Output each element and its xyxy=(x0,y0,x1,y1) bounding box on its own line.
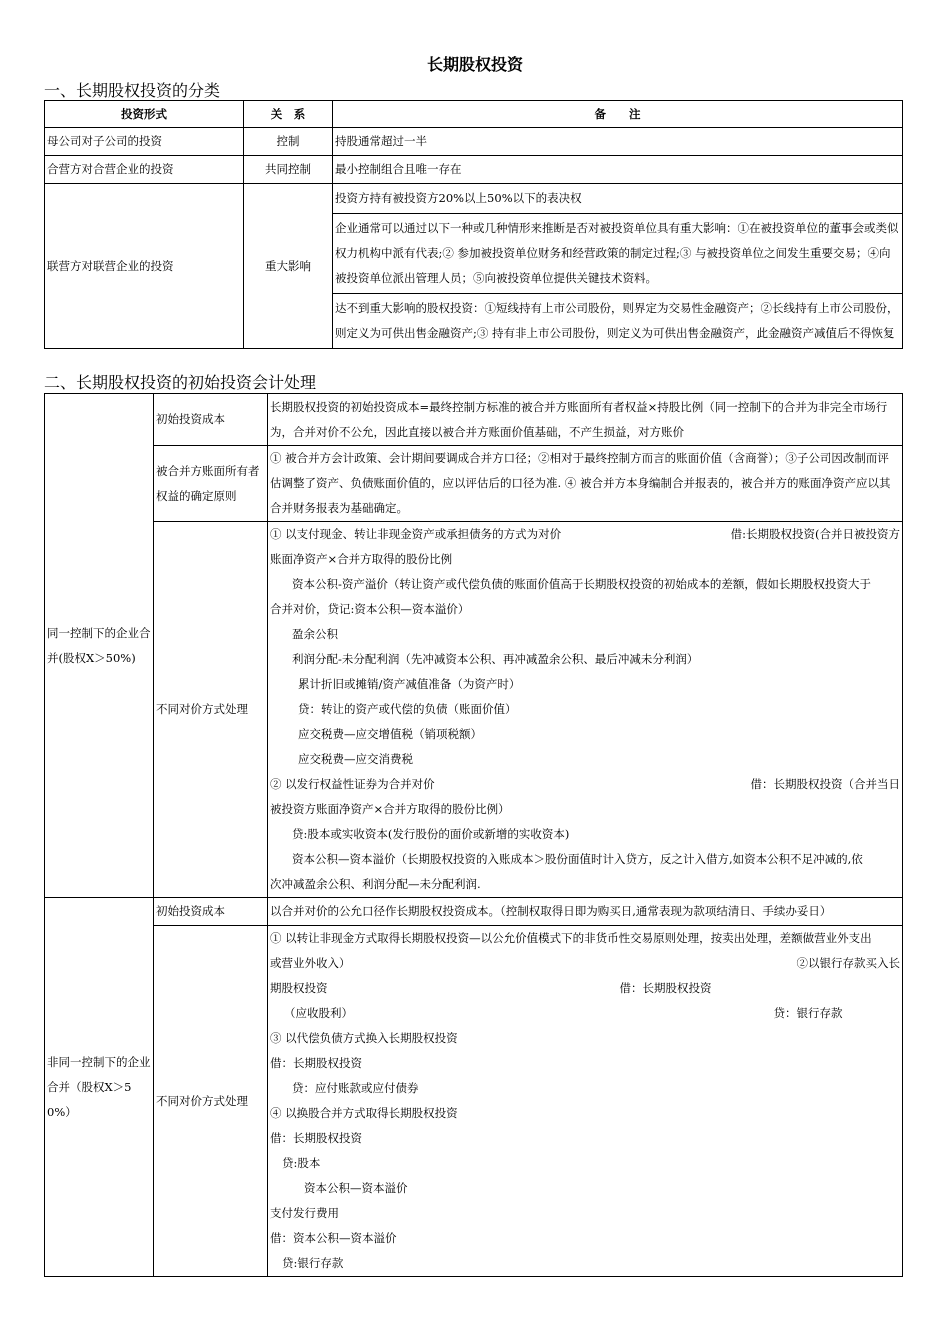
document-title: 长期股权投资 xyxy=(426,55,523,74)
entry-line: 贷:银行存款 xyxy=(282,1256,344,1270)
cell-relation: 重大影响 xyxy=(244,184,333,349)
entry-line: 借：资本公积—资本溢价 xyxy=(270,1231,397,1245)
same-control-label: 同一控制下的企业合并(股权X＞50%) xyxy=(45,394,154,898)
entry-line: 贷:股本 xyxy=(282,1156,321,1170)
table-header-row xyxy=(45,101,903,128)
entry-line: 支付发行费用 xyxy=(270,1206,339,1220)
header-note: 备 注 xyxy=(333,101,903,128)
table-row xyxy=(45,898,903,926)
entry-line: 资本公积-资产溢价（转让资产或代偿负债的账面价值高于长期股权投资的初始成本的差额，假如长期股权投资大于 xyxy=(292,577,871,591)
entry-text: 借:长期股权投资(合并日被投资方 xyxy=(730,527,900,541)
entry-line: 次冲减盈余公积、利润分配—未分配利润. xyxy=(270,877,481,891)
entry-line: 借：长期股权投资 xyxy=(270,1056,362,1070)
row-label: 初始投资成本 xyxy=(154,394,268,446)
table-row xyxy=(45,128,903,156)
entry-text: 借：长期股权投资 xyxy=(619,981,712,995)
row-content: 以合并对价的公允口径作长期股权投资成本。（控制权取得日即为购买日,通常表现为款项结清日、手续办妥日） xyxy=(268,898,903,926)
entry-line: 合并对价，贷记:资本公积—资本溢价） xyxy=(270,602,470,616)
entry-line: 应交税费—应交增值税（销项税额） xyxy=(298,727,482,741)
cell-form: 联营方对联营企业的投资 xyxy=(45,184,244,349)
entry-text: ① 以支付现金、转让非现金资产或承担债务的方式为对价 xyxy=(270,527,562,541)
classification-table xyxy=(44,100,903,349)
section-heading-classification: 一、长期股权投资的分类 xyxy=(44,81,221,100)
cell-form: 合营方对合营企业的投资 xyxy=(45,156,244,184)
table-row xyxy=(45,156,903,184)
entry-line xyxy=(270,522,900,547)
row-content: 长期股权投资的初始投资成本=最终控制方标准的被合并方账面所有者权益×持股比例（同一控制下的合并为非完全市场行为，合并对价不公允，因此直接以被合并方账面价值基础，不产生损益，对方账价 xyxy=(268,394,903,446)
entry-line: 资本公积—资本溢价 xyxy=(304,1181,408,1195)
entry-line: 贷：应付账款或应付债券 xyxy=(292,1081,419,1095)
table-row xyxy=(45,926,903,1277)
table-row xyxy=(45,446,903,522)
row-content xyxy=(268,522,903,898)
row-label: 初始投资成本 xyxy=(154,898,268,926)
header-form: 投资形式 xyxy=(45,101,244,128)
non-same-control-label: 非同一控制下的企业合并（股权X＞50%） xyxy=(45,898,154,1277)
cell-note: 持股通常超过一半 xyxy=(333,128,903,156)
entry-line xyxy=(270,772,900,797)
entry-line: 资本公积—资本溢价（长期股权投资的入账成本＞股份面值时计入贷方，反之计入借方,如资本公积不足冲减的,依 xyxy=(292,852,863,866)
entry-text: ② 以发行权益性证券为合并对价 xyxy=(270,777,435,791)
entry-line: 账面净资产×合并方取得的股份比例 xyxy=(270,552,453,566)
entry-text: 或营业外收入） xyxy=(270,956,351,970)
entry-line: 利润分配-未分配利润（先冲减资本公积、再冲减盈余公积、最后冲减未分利润） xyxy=(292,652,699,666)
entry-line: 贷：转让的资产或代偿的负债（账面价值） xyxy=(298,702,517,716)
entry-line: 贷:股本或实收资本(发行股份的面价或新增的实收资本) xyxy=(292,827,570,841)
entry-line xyxy=(270,951,900,976)
cell-relation: 控制 xyxy=(244,128,333,156)
entry-line xyxy=(270,976,900,1001)
header-relation: 关 系 xyxy=(244,101,333,128)
cell-form: 母公司对子公司的投资 xyxy=(45,128,244,156)
entry-line: ③ 以代偿负债方式换入长期股权投资 xyxy=(270,1031,458,1045)
entry-text: 期股权投资 xyxy=(270,981,328,995)
entry-line: ④ 以换股合并方式取得长期股权投资 xyxy=(270,1106,458,1120)
initial-accounting-table xyxy=(44,393,903,1277)
row-content xyxy=(268,926,903,1277)
row-label: 不同对价方式处理 xyxy=(154,926,268,1277)
table-row xyxy=(45,394,903,446)
cell-note: 最小控制组合且唯一存在 xyxy=(333,156,903,184)
entry-line: ① 以转让非现金方式取得长期股权投资—以公允价值模式下的非货币性交易原则处理，按卖出处理，差额做营业外支出 xyxy=(270,931,872,945)
entry-text: ②以银行存款买入长 xyxy=(796,956,900,970)
note-item: 企业通常可以通过以下一种或几种情形来推断是否对被投资单位具有重大影响：①在被投资单位的董事会或类似权力机构中派有代表;② 参加被投资单位财务和经营政策的制定过程;③ 与被投资单位之间发生重要交易；④向被投资单位派出管理人员；⑤向被投资单位提供关键技术资料。 xyxy=(333,214,902,294)
entry-text: （应收股利） xyxy=(284,1006,353,1020)
row-content: ① 被合并方会计政策、会计期间要调成合并方口径；②相对于最终控制方而言的账面价值（含商誉）；③子公司因改制而评估调整了资产、负债账面价值的，应以评估后的口径为准. ④ 被合并方本身编制合并报表的，被合并方的账面净资产应以其合并财务报表为基础确定。 xyxy=(268,446,903,522)
entry-line: 被投资方账面净资产×合并方取得的股份比例） xyxy=(270,802,510,816)
note-item: 投资方持有被投资方20%以上50%以下的表决权 xyxy=(333,184,902,214)
table-row xyxy=(45,522,903,898)
table-row xyxy=(45,184,903,349)
entry-text: 贷：银行存款 xyxy=(773,1006,843,1020)
note-item: 达不到重大影响的股权投资：①短线持有上市公司股份，则界定为交易性金融资产；②长线持有上市公司股份，则定义为可供出售金融资产;③ 持有非上市公司股份，则定义为可供出售金融资产，此金融资产减值后不得恢复 xyxy=(335,301,899,340)
row-label: 被合并方账面所有者权益的确定原则 xyxy=(154,446,268,522)
section-heading-initial-accounting: 二、长期股权投资的初始投资会计处理 xyxy=(44,373,317,392)
entry-line xyxy=(270,1001,900,1026)
entry-line: 累计折旧或摊销/资产减值准备（为资产时） xyxy=(298,677,521,691)
cell-note-group xyxy=(333,184,903,349)
row-label: 不同对价方式处理 xyxy=(154,522,268,898)
entry-text: 借：长期股权投资（合并当日 xyxy=(750,777,900,791)
cell-relation: 共同控制 xyxy=(244,156,333,184)
entry-line: 应交税费—应交消费税 xyxy=(298,752,413,766)
entry-line: 盈余公积 xyxy=(292,627,338,641)
entry-line: 借：长期股权投资 xyxy=(270,1131,362,1145)
